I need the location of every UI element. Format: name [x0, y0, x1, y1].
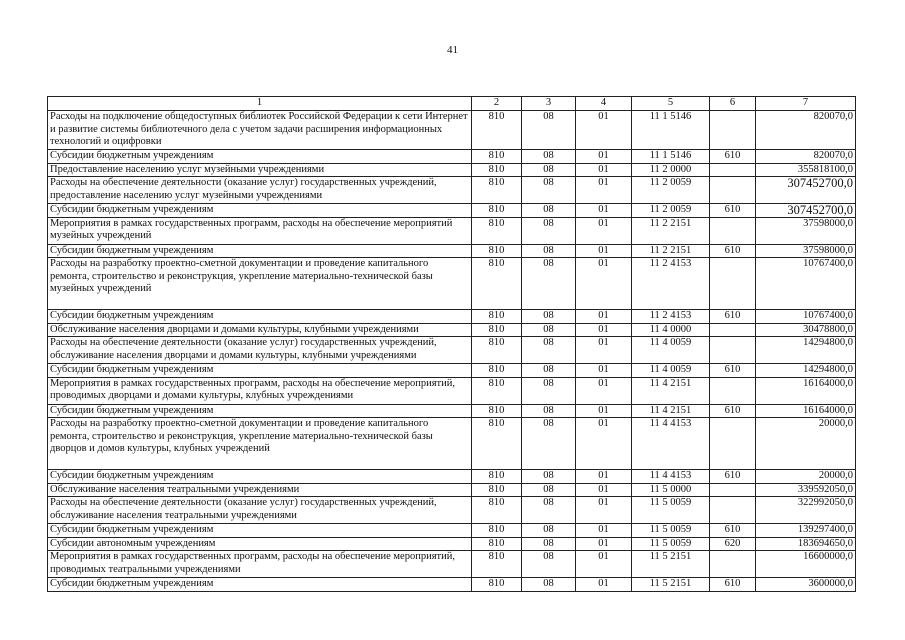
cell-subsection-code: 01 [576, 310, 632, 324]
row-name: Расходы на разработку проектно-сметной документации и проведение капитального ремонта, строительство и реконструкция, укрепление материально-технической базы музейных учреждений [48, 258, 472, 310]
row-name: Мероприятия в рамках государственных программ, расходы на обеспечение мероприятий, проводимых театральными учреждениями [48, 551, 472, 578]
column-header: 5 [632, 97, 710, 111]
cell-target-article: 11 5 0059 [632, 497, 710, 524]
row-name: Субсидии автономным учреждениям [48, 537, 472, 551]
row-name: Расходы на обеспечение деятельности (оказание услуг) государственных учреждений, обслуживание населения дворцами и домами культуры, клубными учреждениями [48, 337, 472, 364]
cell-subsection-code: 01 [576, 470, 632, 484]
cell-subsection-code: 01 [576, 418, 632, 470]
table-row [48, 323, 856, 337]
cell-ministry-code: 810 [472, 163, 522, 177]
cell-expense-type [710, 497, 756, 524]
cell-expense-type: 610 [710, 364, 756, 378]
cell-target-article: 11 5 0059 [632, 524, 710, 538]
row-name: Субсидии бюджетным учреждениям [48, 310, 472, 324]
cell-amount: 355818100,0 [756, 163, 856, 177]
row-name: Расходы на разработку проектно-сметной документации и проведение капитального ремонта, строительство и реконструкция, укрепление материально-технической базы дворцов и домов культуры, клубных учреждений [48, 418, 472, 470]
cell-ministry-code: 810 [472, 578, 522, 592]
table-row [48, 483, 856, 497]
cell-amount: 307452700,0 [756, 177, 856, 204]
cell-subsection-code: 01 [576, 244, 632, 258]
table-row [48, 258, 856, 310]
row-name: Расходы на обеспечение деятельности (оказание услуг) государственных учреждений, обслуживание населения театральными учреждениями [48, 497, 472, 524]
row-name: Обслуживание населения дворцами и домами культуры, клубными учреждениями [48, 323, 472, 337]
table-row [48, 244, 856, 258]
row-name: Субсидии бюджетным учреждениям [48, 524, 472, 538]
cell-section-code: 08 [522, 258, 576, 310]
cell-target-article: 11 5 2151 [632, 578, 710, 592]
cell-section-code: 08 [522, 163, 576, 177]
cell-section-code: 08 [522, 177, 576, 204]
row-name: Субсидии бюджетным учреждениям [48, 404, 472, 418]
column-header: 1 [48, 97, 472, 111]
cell-ministry-code: 810 [472, 323, 522, 337]
row-name: Субсидии бюджетным учреждениям [48, 204, 472, 218]
cell-ministry-code: 810 [472, 524, 522, 538]
cell-ministry-code: 810 [472, 377, 522, 404]
table-row [48, 163, 856, 177]
cell-target-article: 11 5 0000 [632, 483, 710, 497]
cell-section-code: 08 [522, 418, 576, 470]
cell-subsection-code: 01 [576, 163, 632, 177]
table-row [48, 470, 856, 484]
cell-section-code: 08 [522, 404, 576, 418]
cell-section-code: 08 [522, 377, 576, 404]
cell-section-code: 08 [522, 337, 576, 364]
row-name: Субсидии бюджетным учреждениям [48, 150, 472, 164]
cell-section-code: 08 [522, 217, 576, 244]
cell-expense-type [710, 377, 756, 404]
cell-subsection-code: 01 [576, 524, 632, 538]
cell-amount: 3600000,0 [756, 578, 856, 592]
cell-section-code: 08 [522, 524, 576, 538]
cell-section-code: 08 [522, 204, 576, 218]
table-row [48, 310, 856, 324]
column-header: 6 [710, 97, 756, 111]
column-header: 2 [472, 97, 522, 111]
cell-target-article: 11 2 2151 [632, 217, 710, 244]
table-row [48, 497, 856, 524]
cell-expense-type [710, 217, 756, 244]
cell-expense-type: 610 [710, 150, 756, 164]
cell-target-article: 11 4 2151 [632, 377, 710, 404]
cell-ministry-code: 810 [472, 204, 522, 218]
cell-section-code: 08 [522, 578, 576, 592]
cell-section-code: 08 [522, 150, 576, 164]
table-row [48, 404, 856, 418]
cell-amount: 20000,0 [756, 470, 856, 484]
cell-amount: 10767400,0 [756, 310, 856, 324]
cell-expense-type [710, 337, 756, 364]
column-header: 3 [522, 97, 576, 111]
cell-ministry-code: 810 [472, 497, 522, 524]
table-row [48, 111, 856, 150]
cell-amount: 139297400,0 [756, 524, 856, 538]
cell-target-article: 11 4 0000 [632, 323, 710, 337]
cell-subsection-code: 01 [576, 111, 632, 150]
cell-target-article: 11 2 0059 [632, 204, 710, 218]
table-row [48, 150, 856, 164]
cell-expense-type: 610 [710, 578, 756, 592]
cell-amount: 30478800,0 [756, 323, 856, 337]
cell-expense-type [710, 258, 756, 310]
cell-subsection-code: 01 [576, 404, 632, 418]
cell-ministry-code: 810 [472, 310, 522, 324]
cell-amount: 820070,0 [756, 111, 856, 150]
cell-target-article: 11 4 2151 [632, 404, 710, 418]
cell-amount: 14294800,0 [756, 337, 856, 364]
table-row [48, 217, 856, 244]
cell-target-article: 11 4 4153 [632, 418, 710, 470]
column-header: 7 [756, 97, 856, 111]
cell-expense-type: 610 [710, 310, 756, 324]
cell-section-code: 08 [522, 551, 576, 578]
cell-expense-type [710, 323, 756, 337]
cell-target-article: 11 2 4153 [632, 258, 710, 310]
cell-expense-type: 620 [710, 537, 756, 551]
cell-subsection-code: 01 [576, 258, 632, 310]
cell-subsection-code: 01 [576, 150, 632, 164]
cell-subsection-code: 01 [576, 483, 632, 497]
cell-amount: 339592050,0 [756, 483, 856, 497]
cell-expense-type: 610 [710, 470, 756, 484]
cell-ministry-code: 810 [472, 364, 522, 378]
cell-target-article: 11 2 4153 [632, 310, 710, 324]
cell-target-article: 11 2 0000 [632, 163, 710, 177]
cell-ministry-code: 810 [472, 258, 522, 310]
cell-ministry-code: 810 [472, 111, 522, 150]
cell-section-code: 08 [522, 111, 576, 150]
cell-amount: 37598000,0 [756, 217, 856, 244]
cell-subsection-code: 01 [576, 204, 632, 218]
table-row [48, 524, 856, 538]
table-row [48, 364, 856, 378]
table-row [48, 578, 856, 592]
cell-section-code: 08 [522, 323, 576, 337]
cell-target-article: 11 5 2151 [632, 551, 710, 578]
cell-subsection-code: 01 [576, 551, 632, 578]
row-name: Предоставление населению услуг музейными учреждениями [48, 163, 472, 177]
cell-subsection-code: 01 [576, 537, 632, 551]
cell-expense-type [710, 163, 756, 177]
cell-target-article: 11 4 4153 [632, 470, 710, 484]
row-name: Субсидии бюджетным учреждениям [48, 470, 472, 484]
cell-amount: 820070,0 [756, 150, 856, 164]
cell-ministry-code: 810 [472, 418, 522, 470]
cell-target-article: 11 4 0059 [632, 364, 710, 378]
cell-section-code: 08 [522, 244, 576, 258]
cell-amount: 10767400,0 [756, 258, 856, 310]
cell-subsection-code: 01 [576, 364, 632, 378]
cell-subsection-code: 01 [576, 377, 632, 404]
cell-subsection-code: 01 [576, 497, 632, 524]
cell-ministry-code: 810 [472, 551, 522, 578]
page-number: 41 [447, 44, 458, 56]
table-row [48, 537, 856, 551]
cell-target-article: 11 1 5146 [632, 150, 710, 164]
row-name: Субсидии бюджетным учреждениям [48, 244, 472, 258]
row-name: Обслуживание населения театральными учреждениями [48, 483, 472, 497]
cell-amount: 20000,0 [756, 418, 856, 470]
cell-subsection-code: 01 [576, 578, 632, 592]
cell-target-article: 11 2 2151 [632, 244, 710, 258]
cell-amount: 322992050,0 [756, 497, 856, 524]
row-name: Субсидии бюджетным учреждениям [48, 578, 472, 592]
cell-section-code: 08 [522, 537, 576, 551]
cell-expense-type [710, 551, 756, 578]
cell-expense-type: 610 [710, 404, 756, 418]
column-header-row [48, 97, 856, 111]
cell-ministry-code: 810 [472, 337, 522, 364]
table-row [48, 377, 856, 404]
cell-ministry-code: 810 [472, 177, 522, 204]
cell-ministry-code: 810 [472, 404, 522, 418]
table-row [48, 418, 856, 470]
cell-section-code: 08 [522, 364, 576, 378]
cell-subsection-code: 01 [576, 337, 632, 364]
cell-target-article: 11 4 0059 [632, 337, 710, 364]
cell-target-article: 11 2 0059 [632, 177, 710, 204]
cell-expense-type: 610 [710, 204, 756, 218]
cell-expense-type: 610 [710, 524, 756, 538]
cell-expense-type: 610 [710, 244, 756, 258]
cell-amount: 307452700,0 [756, 204, 856, 218]
cell-ministry-code: 810 [472, 150, 522, 164]
row-name: Мероприятия в рамках государственных программ, расходы на обеспечение мероприятий музейных учреждений [48, 217, 472, 244]
cell-expense-type [710, 418, 756, 470]
cell-ministry-code: 810 [472, 483, 522, 497]
cell-section-code: 08 [522, 497, 576, 524]
cell-ministry-code: 810 [472, 244, 522, 258]
cell-ministry-code: 810 [472, 470, 522, 484]
cell-expense-type [710, 111, 756, 150]
cell-amount: 37598000,0 [756, 244, 856, 258]
cell-amount: 16600000,0 [756, 551, 856, 578]
row-name: Расходы на подключение общедоступных библиотек Российской Федерации к сети Интернет и развитие системы библиотечного дела с учетом задачи расширения информационных технологий и оцифровки [48, 111, 472, 150]
cell-subsection-code: 01 [576, 177, 632, 204]
cell-expense-type [710, 177, 756, 204]
cell-ministry-code: 810 [472, 217, 522, 244]
column-header: 4 [576, 97, 632, 111]
cell-section-code: 08 [522, 470, 576, 484]
cell-expense-type [710, 483, 756, 497]
cell-target-article: 11 1 5146 [632, 111, 710, 150]
cell-amount: 14294800,0 [756, 364, 856, 378]
table-row [48, 177, 856, 204]
cell-subsection-code: 01 [576, 323, 632, 337]
table-row [48, 551, 856, 578]
cell-amount: 16164000,0 [756, 404, 856, 418]
row-name: Субсидии бюджетным учреждениям [48, 364, 472, 378]
cell-subsection-code: 01 [576, 217, 632, 244]
cell-amount: 16164000,0 [756, 377, 856, 404]
budget-table [47, 96, 856, 592]
cell-amount: 183694650,0 [756, 537, 856, 551]
cell-section-code: 08 [522, 483, 576, 497]
cell-section-code: 08 [522, 310, 576, 324]
cell-ministry-code: 810 [472, 537, 522, 551]
table-row [48, 337, 856, 364]
table-row [48, 204, 856, 218]
row-name: Расходы на обеспечение деятельности (оказание услуг) государственных учреждений, предоставление населению услуг музейными учреждениями [48, 177, 472, 204]
row-name: Мероприятия в рамках государственных программ, расходы на обеспечение мероприятий, проводимых дворцами и домами культуры, клубных учреждениями [48, 377, 472, 404]
cell-target-article: 11 5 0059 [632, 537, 710, 551]
